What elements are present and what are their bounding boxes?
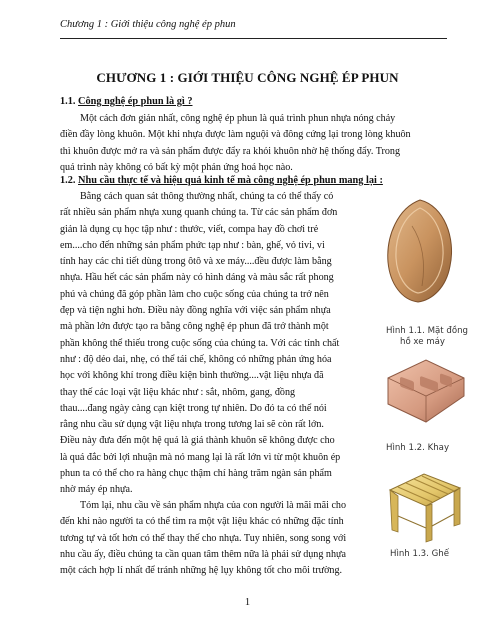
section-1-2-paragraph-1 xyxy=(60,189,382,499)
figure-1-3-caption xyxy=(390,549,449,560)
text-line: thau....đang ngày càng cạn kiệt trong tự nhiên. Do đó ta có thể nói xyxy=(60,402,327,414)
text-line: giản là dụng cụ học tập như : thước, viết, compa hay đồ chơi trẻ xyxy=(60,223,319,235)
text-line: nhựa. Hầu hết các sản phẩm này có hình dáng và màu sắc rất phong xyxy=(60,272,334,284)
text-line: nhờ máy ép nhựa. xyxy=(60,484,133,496)
text-line: quá trình này không có bất kỳ một phản ứng hoá học nào. xyxy=(60,161,293,173)
section-1-2-number: 1.2. xyxy=(60,175,76,186)
caption-line: hồ xe máy xyxy=(400,337,445,347)
section-1-1-title: Công nghệ ép phun là gì ? xyxy=(78,96,193,107)
text-line: phun ta có thể cho ra hàng chục thậm chí hàng trăm ngàn sản phẩm xyxy=(60,468,332,480)
plastic-tray-icon xyxy=(382,356,468,428)
text-line: thay thế các loại vật liệu khác như : sắt, nhôm, gang, đồng xyxy=(60,386,296,398)
chapter-title: CHƯƠNG 1 : GIỚI THIỆU CÔNG NGHỆ ÉP PHUN xyxy=(96,70,399,85)
text-line: học với không khí trong điều kiện bình thường....vật liệu nhựa đã xyxy=(60,370,324,382)
caption-line: Hình 1.1. Mặt đồng xyxy=(386,326,469,336)
section-1-1-paragraph xyxy=(60,111,447,176)
page-number: 1 xyxy=(244,597,251,608)
text-line: thì khuôn được mở ra và sản phẩm được đẩy ra khỏi khuôn nhờ hệ thống đẩy. Trong xyxy=(60,145,401,157)
text-line: là quá đắc bởi lợi nhuận mà nó mang lại là rất lớn vì từ một khuôn ép xyxy=(60,451,341,463)
section-1-2-title: Nhu cầu thực tế và hiệu quả kinh tế mà công nghệ ép phun mang lại : xyxy=(78,175,383,186)
text-line: đến khi nào người ta có thể tìm ra một vật liệu khác có những đặc tính xyxy=(60,516,344,528)
text-line: Tóm lại, nhu cầu về sản phẩm nhựa của con người là mãi mãi cho xyxy=(80,500,347,511)
caption-line: Hình 1.3. Ghế xyxy=(390,549,449,559)
section-1-2-heading xyxy=(60,175,383,186)
text-line: như : độ dẻo dai, nhẹ, có thể tái chế, không có những phản ứng hóa xyxy=(60,353,332,365)
text-line: mà phần lớn được tạo ra bằng công nghệ ép phun đã trở thành một xyxy=(60,321,329,333)
header-rule xyxy=(60,38,447,39)
figure-1-1-caption xyxy=(386,326,468,348)
text-line: phú và chúng đã góp phần làm cho cuộc sống của chúng ta trở nên xyxy=(60,288,329,300)
text-line: tính hay các chi tiết dùng trong ôtô và xe máy....đều được làm bằng xyxy=(60,256,332,268)
text-line: rất nhiều sản phẩm nhựa xung quanh chúng ta. Từ các sản phẩm đơn xyxy=(60,207,338,219)
text-line: đẹp và tiện nghi hơn. Điều này đồng nghĩa với việc sản phẩm nhựa xyxy=(60,305,331,317)
section-1-1-number: 1.1. xyxy=(60,96,76,107)
text-line: một cách hợp lí nhất để tránh những hệ lụy không tốt cho môi trường. xyxy=(60,565,343,577)
text-line: nhu cầu ấy, điều chúng ta cần quan tâm thêm nữa là phải sử dụng nhựa xyxy=(60,548,346,560)
text-line: em....cho đến những sản phẩm phức tạp như : bàn, ghế, vỏ tivi, vi xyxy=(60,239,325,251)
text-line: Bằng cách quan sát thông thường nhất, chúng ta có thể thấy có xyxy=(80,191,334,202)
text-line: tương tự và tốt hơn có thể thay thế cho nhựa. Tuy nhiên, song song với xyxy=(60,532,347,544)
text-line: điền đầy lòng khuôn. Một khi nhựa được làm nguội và đông cứng lại trong lòng khuôn xyxy=(60,129,411,141)
section-1-1-heading xyxy=(60,96,192,107)
text-line: Một cách đơn giản nhất, công nghệ ép phun là quá trình phun nhựa nóng chảy xyxy=(80,113,396,124)
figure-1-2-caption xyxy=(386,443,449,454)
text-line: rằng nhu cầu sử dụng vật liệu nhựa trong tương lai sẽ còn rất lớn. xyxy=(60,419,324,431)
text-line: phần không thể thiếu trong cuộc sống của chúng ta. Với các tính chất xyxy=(60,337,340,349)
caption-line: Hình 1.2. Khay xyxy=(386,443,450,453)
motorbike-mudguard-part-icon xyxy=(382,196,458,306)
text-line: Điều này đưa đến một hệ quả là giá thành khuôn sẽ không được cho xyxy=(60,435,335,447)
plastic-stool-icon xyxy=(384,466,464,544)
section-1-2-paragraph-2 xyxy=(60,498,382,579)
running-header: Chương 1 : Giới thiệu công nghệ ép phun xyxy=(60,19,236,30)
